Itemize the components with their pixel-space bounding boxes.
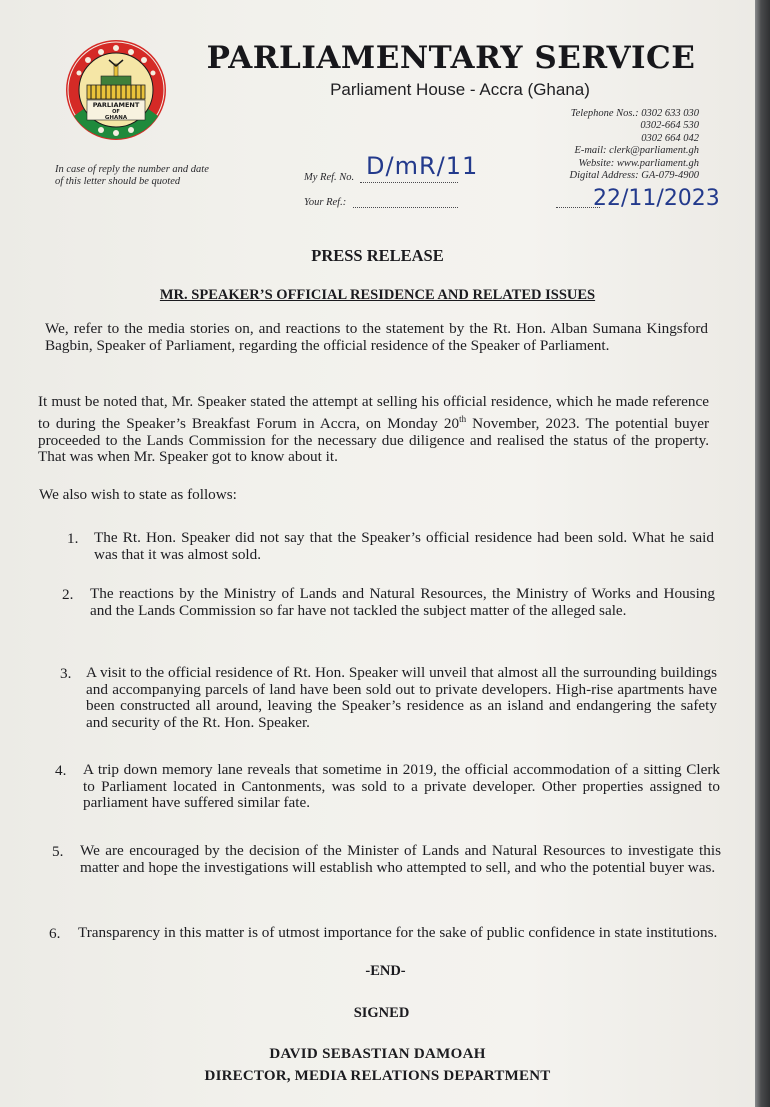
context-paragraph-part-1: It must be noted that, Mr. Speaker stated the attempt at selling his official residence, which he made reference to during the Speaker’s Breakfast Forum in Accra, on Monday 20 [38,393,709,432]
signed-label: SIGNED [353,1005,410,1021]
my-ref-handwritten: D/mR/11 [366,152,479,180]
list-item-number-3: 3. [60,665,72,682]
list-item-text-4: A trip down memory lane reveals that sometime in 2019, the official accommodation of a sitting Clerk to Parliament located in Cantonments, was sold to a private developer. Other properties assigned to parliament have suffered similar fate. [83,761,720,812]
context-paragraph-superscript: th [459,413,467,424]
parliament-crest-logo [57,38,175,142]
list-item-text-2: The reactions by the Ministry of Lands and Natural Resources, the Ministry of Works and Housing and the Lands Commission so far have not tackled the subject matter of the alleged sale. [90,585,715,619]
contact-details [570,108,700,182]
logo-text-parliament: PARLIAMENT [92,101,140,109]
your-ref-label: Your Ref.: [304,197,347,208]
context-paragraph-part-2: November, 2023. The potential buyer proceeded to the Lands Commission for the necessary due diligence and realised the status of the property. That was when Mr. Speaker got to know about it. [38,414,709,466]
signatory-name: DAVID SEBASTIAN DAMOAH [269,1046,486,1062]
list-item-number-6: 6. [49,925,61,942]
contact-telephone-1: Telephone Nos.: 0302 633 030 [570,108,699,119]
date-handwritten: 22/11/2023 [593,186,720,211]
contact-digital-address: Digital Address: GA-079-4900 [569,170,699,182]
list-item-number-4: 4. [55,762,67,779]
my-ref-dotted-line [360,182,458,183]
logo-text-of: OF [112,109,120,115]
logo-text-ghana: GHANA [104,115,128,121]
contact-website: Website: www.parliament.gh [578,157,699,169]
end-marker: -END- [365,963,406,979]
organization-address: Parliament House - Accra (Ghana) [330,80,590,99]
reply-instruction-note: In case of reply the number and date of this letter should be quoted [55,164,209,187]
your-ref-dotted-line [353,207,458,208]
list-item-text-3: A visit to the official residence of Rt. Hon. Speaker will unveil that almost all the surrounding buildings and accompanying parcels of land have been sold out to private developers. High-rise apartments have been constructed all around, leaving the Speaker’s residence as an island and endangering the safety and security of the Rt. Hon. Speaker. [86,664,717,731]
intro-paragraph: We, refer to the media stories on, and reactions to the statement by the Rt. Hon. Alban Sumana Kingsford Bagbin, Speaker of Parliament, regarding the official residence of the Speaker of Parliament. [45,320,708,354]
my-ref-label: My Ref. No. [304,172,355,183]
contact-telephone-2: 0302-664 530 [640,120,699,132]
signatory-title: DIRECTOR, MEDIA RELATIONS DEPARTMENT [204,1068,551,1084]
press-release-heading: PRESS RELEASE [311,246,444,265]
list-item-text-6: Transparency in this matter is of utmost importance for the sake of public confidence in state institutions. [78,924,718,941]
organization-name: PARLIAMENTARY SERVICE [206,40,696,76]
list-item-number-1: 1. [67,530,79,547]
list-item-number-5: 5. [52,843,64,860]
list-item-text-1: The Rt. Hon. Speaker did not say that the Speaker’s official residence had been sold. What he said was that it was almost sold. [94,529,714,563]
list-item-number-2: 2. [62,586,74,603]
context-paragraph [38,394,709,466]
contact-email: E-mail: clerk@parliament.gh [574,145,699,157]
list-item-text-5: We are encouraged by the decision of the Minister of Lands and Natural Resources to investigate this matter and hope the investigations will establish who attempted to sell, and who the potential buyer was. [80,842,721,876]
contact-telephone-3: 0302 664 042 [641,132,699,144]
press-release-subject: MR. SPEAKER’S OFFICIAL RESIDENCE AND RELATED ISSUES [159,287,596,303]
lead-in-line: We also wish to state as follows: [39,486,237,503]
background-edge [755,0,770,1107]
